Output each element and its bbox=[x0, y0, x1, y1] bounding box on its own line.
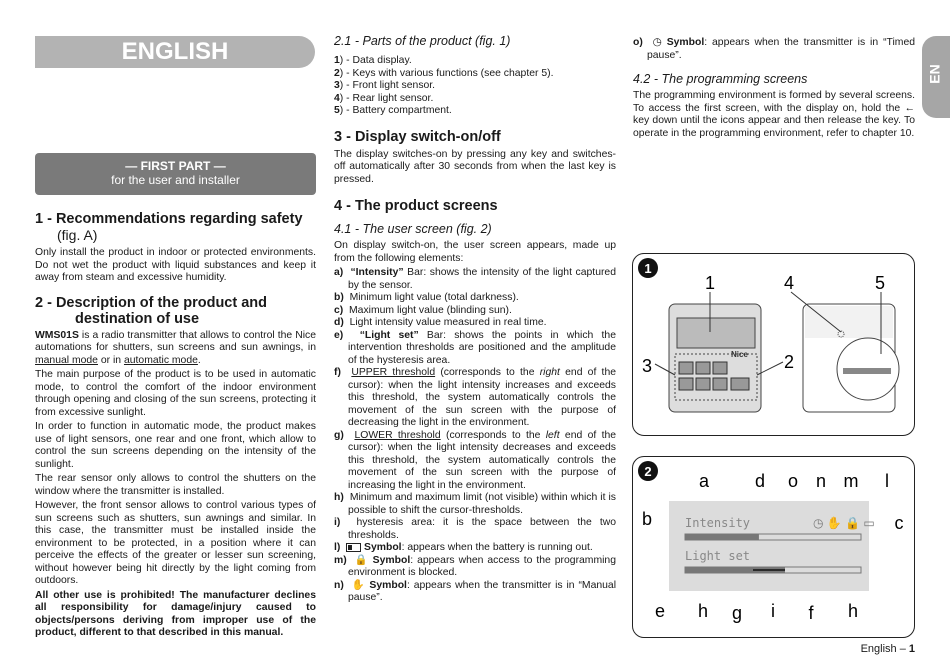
fig1-label-2: 2 bbox=[783, 352, 795, 372]
s42-body: The programming environment is formed by several screens. To access the first screen, with the display on, hold the ← key down until the icons appear and then release the key. To operate in the programming environment, refer to chapter 10. bbox=[633, 90, 915, 139]
item-o: o) ◷ Symbol: appears when the transmitter is in “Timed pause”. bbox=[633, 37, 916, 61]
item-g: g) LOWER threshold (corresponds to the left end of the cursor): when the light intensity decreases and exceeds this threshold, the system automatically controls the movement of the sun screen with the purpose of increasing the light in the environment. bbox=[334, 429, 617, 491]
lock-icon: 🔒 bbox=[354, 554, 369, 566]
parts-item-2: 2) - Keys with various functions (see chapter 5). bbox=[334, 67, 554, 79]
item-n: n) ✋ Symbol: appears when the transmitter is in “Manual pause”. bbox=[334, 579, 617, 603]
first-part-title: — FIRST PART — bbox=[125, 159, 226, 173]
parts-item-1: 1) - Data display. bbox=[334, 55, 412, 66]
item-b: b) Minimum light value (total darkness). bbox=[334, 292, 519, 303]
s2-heading: 2 - Description of the product and bbox=[35, 294, 268, 311]
language-banner: ENGLISH bbox=[35, 36, 315, 68]
figure-1 bbox=[632, 253, 915, 436]
s2-p1 bbox=[35, 330, 316, 368]
parts-item-4: 4) - Rear light sensor. bbox=[334, 92, 434, 104]
item-f: f) UPPER threshold (corresponds to the right end of the cursor): when the light intensity increases and exceeds this threshold, the system automatically controls the movement of the sun screen with the purpose of decreasing the light in the environment. bbox=[334, 367, 616, 428]
right-column bbox=[633, 37, 915, 140]
intensity-fill bbox=[685, 534, 759, 540]
fig2-label-l: l bbox=[885, 471, 889, 491]
clock-icon: ◷ bbox=[652, 37, 662, 48]
figure-2-drawing bbox=[633, 457, 914, 637]
page-footer bbox=[861, 643, 915, 655]
s3-heading: 3 - Display switch-on/off bbox=[334, 128, 501, 145]
fig2-label-f: f bbox=[808, 603, 814, 623]
fig2-label-h1: h bbox=[697, 601, 709, 621]
middle-column bbox=[334, 34, 616, 605]
fig2-lightset-label: Light set bbox=[685, 549, 751, 563]
language-tab: EN bbox=[922, 36, 950, 118]
figure-1-drawing bbox=[633, 254, 914, 435]
fig1-label-1: 1 bbox=[704, 273, 716, 293]
footer-text: English – bbox=[860, 643, 909, 655]
first-part-box bbox=[35, 153, 316, 195]
s41-intro: On display switch-on, the user screen appears, made up from the following elements: bbox=[334, 240, 616, 264]
fig1-number: 1 bbox=[644, 261, 652, 276]
fig2-label-a: a bbox=[698, 471, 710, 491]
s2-p3: In order to function in automatic mode, the product makes use of light sensors, one rear and one front, which allow to control the sun screens depending on the intensity of the sunlight. bbox=[35, 421, 316, 470]
s1-body: Only install the product in indoor or protected environments. Do not wet the product with liquid substances and keep it away from steam and excessive humidity. bbox=[35, 247, 316, 283]
fig1-brand: Nice bbox=[731, 350, 748, 359]
left-column bbox=[35, 211, 316, 640]
item-m: m) 🔒 Symbol: appears when access to the programming environment is blocked. bbox=[334, 554, 616, 578]
hand-icon: ✋ bbox=[351, 579, 366, 591]
parts-list bbox=[334, 55, 616, 118]
battery-icon bbox=[346, 543, 361, 552]
fig2-clock-icon: ◷ ✋ 🔒 ▭ bbox=[813, 516, 875, 530]
user-screen-elements bbox=[334, 267, 616, 605]
item-c: c) Maximum light value (blinding sun). bbox=[334, 304, 512, 316]
fig2-number: 2 bbox=[644, 464, 652, 479]
s2-p2: The main purpose of the product is to be used in automatic mode, to control the comfort of the indoor environment through opening and closing of the sun screens, protecting it from excessive sunlight. bbox=[35, 369, 316, 418]
s2-heading-cont: destination of use bbox=[75, 310, 200, 327]
item-d: d) Light intensity value measured in real time. bbox=[334, 317, 547, 328]
fig2-label-c: c bbox=[894, 513, 904, 533]
fig1-label-3: 3 bbox=[641, 356, 653, 376]
figure-2 bbox=[632, 456, 915, 638]
s2-p1-a: is a radio transmitter that allows to control the Nice automations for shutters, sun screens and sun awnings, in bbox=[35, 329, 316, 353]
product-code: WMS01S bbox=[35, 329, 79, 341]
fig2-label-e: e bbox=[654, 601, 666, 621]
s21-heading: 2.1 - Parts of the product (fig. 1) bbox=[334, 34, 511, 48]
item-e: e) “Light set” Bar: shows the points in which the intervention thresholds are positioned and the amplitude of the hysteresis area. bbox=[334, 329, 616, 366]
fig2-label-m: m bbox=[843, 471, 859, 491]
first-part-subtitle: for the user and installer bbox=[111, 173, 240, 187]
fig2-label-o: o bbox=[787, 471, 799, 491]
item-l: l) Symbol: appears when the battery is running out. bbox=[334, 542, 593, 553]
s3-body: The display switches-on by pressing any key and switches-off automatically after 30 seconds from when the last key is pressed. bbox=[334, 148, 616, 185]
page-number: 1 bbox=[908, 643, 915, 655]
s2-p1-b: or in bbox=[97, 354, 124, 366]
fig1-label-5: 5 bbox=[874, 273, 886, 293]
fig2-label-h2: h bbox=[847, 601, 859, 621]
s1-heading-cont: (fig. A) bbox=[57, 227, 98, 243]
s42-heading: 4.2 - The programming screens bbox=[633, 72, 808, 86]
fig1-label-4: 4 bbox=[783, 273, 795, 293]
automatic-mode-text: automatic mode bbox=[123, 354, 198, 366]
parts-item-5: 5) - Battery compartment. bbox=[334, 105, 452, 116]
s1-heading: 1 - Recommendations regarding safety bbox=[35, 211, 303, 227]
fig2-label-n: n bbox=[815, 471, 827, 491]
item-h: h) Minimum and maximum limit (not visible) within which it is possible to shift the cursor-thresholds. bbox=[334, 492, 616, 516]
fig2-label-i: i bbox=[771, 601, 775, 621]
fig2-label-b: b bbox=[641, 509, 653, 529]
s2-p6: All other use is prohibited! The manufacturer declines all responsibility for damage/injury caused to objects/persons deriving from improper use of the product, different to that described in this manual. bbox=[35, 589, 316, 638]
manual-mode-text: manual mode bbox=[35, 354, 98, 366]
fig2-label-g: g bbox=[731, 603, 743, 623]
s2-p5: However, the front sensor allows to control various types of sun screens such as shutters, sun awnings and similar. In this case, the transmitter must be installed inside the environment to be protected, in a position where it can perceive the effects of the greater or lesser sun screening, without however being hit directly by the light coming from outdoors. bbox=[35, 500, 316, 586]
s2-p4: The rear sensor only allows to control the shutters on the window where the transmitter is installed. bbox=[35, 473, 316, 497]
item-a: a) “Intensity” Bar: shows the intensity of the light captured by the sensor. bbox=[334, 267, 616, 291]
s4-heading: 4 - The product screens bbox=[334, 198, 498, 214]
fig2-intensity-label: Intensity bbox=[685, 516, 751, 530]
parts-item-3: 3) - Front light sensor. bbox=[334, 80, 436, 91]
s41-heading: 4.1 - The user screen (fig. 2) bbox=[334, 222, 492, 236]
item-i: i) hysteresis area: it is the space between the two thresholds. bbox=[334, 517, 616, 541]
fig2-label-d: d bbox=[754, 471, 766, 491]
s2-p1-c: . bbox=[197, 354, 201, 366]
